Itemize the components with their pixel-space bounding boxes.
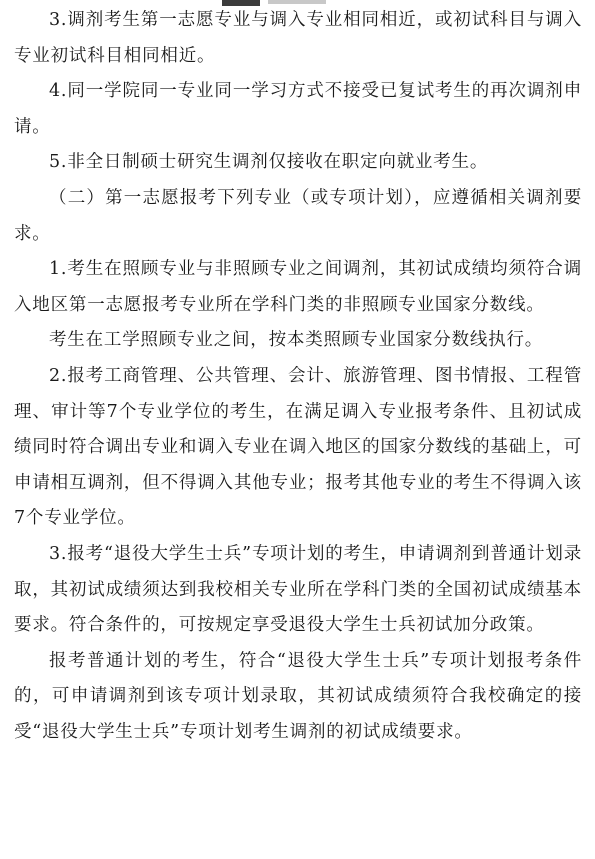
paragraph-sub-2: 2.报考工商管理、公共管理、会计、旅游管理、图书情报、工程管理、审计等7个专业学位的考生，在满足调入专业报考条件、且初试成绩同时符合调出专业和调入专业在调入地区的国家分数线的基础上，可申请相互调剂，但不得调入其他专业；报考其他专业的考生不得调入该7个专业学位。 xyxy=(14,365,582,529)
section-heading-2: （二）第一志愿报考下列专业（或专项计划），应遵循相关调剂要求。 xyxy=(14,187,582,244)
paragraph-rule-3: 3.调剂考生第一志愿专业与调入专业相同相近，或初试科目与调入专业初试科目相同相近。 xyxy=(14,10,582,66)
document-body xyxy=(14,3,582,750)
paragraph-rule-4: 4.同一学院同一专业同一学习方式不接受已复试考生的再次调剂申请。 xyxy=(14,81,582,137)
paragraph-sub-1: 1.考生在照顾专业与非照顾专业之间调剂，其初试成绩均须符合调入地区第一志愿报考专业所在学科门类的非照顾专业国家分数线。 xyxy=(14,259,582,315)
paragraph-sub-3: 3.报考“退役大学生士兵”专项计划的考生，申请调剂到普通计划录取，其初试成绩须达到我校相关专业所在学科门类的全国初试成绩基本要求。符合条件的，可按规定享受退役大学生士兵初试加分政策。 xyxy=(14,543,582,636)
paragraph-rule-5: 5.非全日制硕士研究生调剂仅接收在职定向就业考生。 xyxy=(49,152,489,173)
paragraph-sub-1-note: 考生在工学照顾专业之间，按本类照顾专业国家分数线执行。 xyxy=(49,330,544,351)
paragraph-sub-3-note: 报考普通计划的考生，符合“退役大学生士兵”专项计划报考条件的，可申请调剂到该专项计划录取，其初试成绩须符合我校确定的接受“退役大学生士兵”专项计划考生调剂的初试成绩要求。 xyxy=(14,650,582,742)
